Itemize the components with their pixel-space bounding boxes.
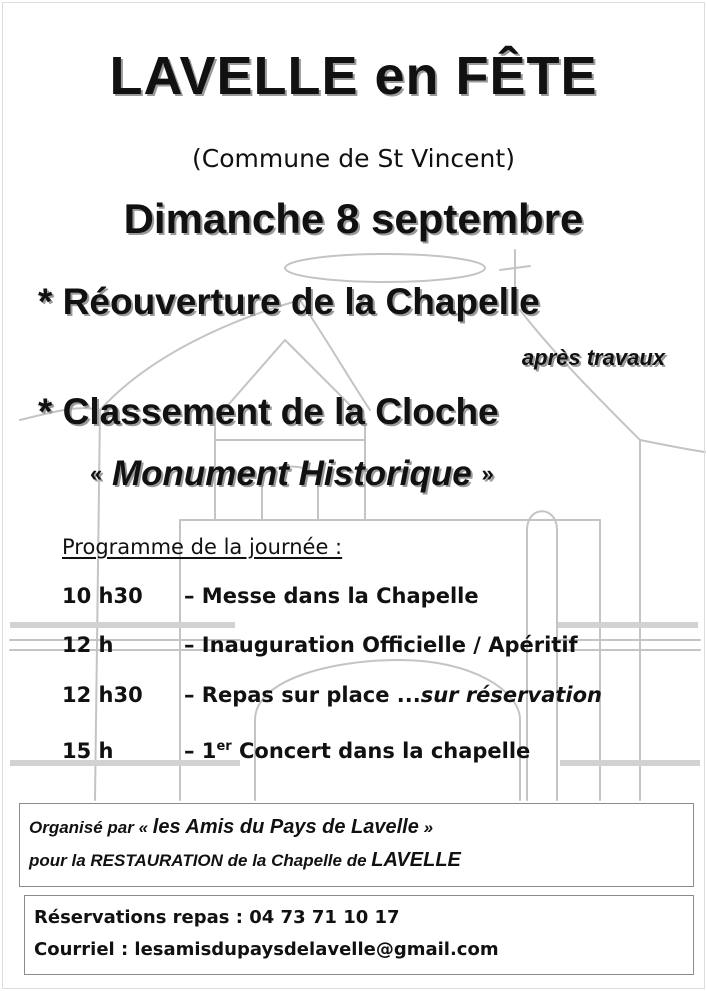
organiser-suffix: » [418,818,434,837]
quote-close: » [481,461,494,486]
lavelle-name: LAVELLE [371,849,461,871]
event-date: Dimanche 8 septembre [123,195,584,242]
programme-desc: – Inauguration Officielle / Apéritif [184,633,578,657]
programme-title: Programme de la journée : [62,535,343,559]
programme-time: 12 h30 [62,683,143,707]
programme-time: 12 h [62,633,114,657]
page-border [2,2,705,989]
programme-desc-sup: er [216,739,232,754]
contact-email: Courriel : lesamisdupaysdelavelle@gmail.com [34,939,499,960]
after-works-note: après travaux [521,345,665,370]
organiser-prefix: Organisé par « [29,818,153,837]
programme-desc: – Messe dans la Chapelle [184,584,479,608]
reservations-phone: Réservations repas : 04 73 71 10 17 [34,907,400,928]
commune-subtitle: (Commune de St Vincent) [192,144,515,173]
poster-title: LAVELLE en FÊTE [109,46,598,106]
programme-desc-italic: sur réservation [420,683,602,707]
programme-desc-prefix: – 1 [184,739,217,763]
classification-heading: * Classement de la Cloche [38,391,499,432]
organiser-name: les Amis du Pays de Lavelle [152,816,419,838]
programme-desc: Concert dans la chapelle [231,739,531,763]
reopening-heading: * Réouverture de la Chapelle [38,281,540,322]
monument-text: Monument Historique [111,454,472,493]
programme-time: 10 h30 [62,584,143,608]
programme-desc: – Repas sur place ... [184,683,421,707]
programme-time: 15 h [62,739,114,763]
quote-open: « [90,461,103,486]
restoration-text: pour la RESTAURATION de la Chapelle de [29,851,372,870]
